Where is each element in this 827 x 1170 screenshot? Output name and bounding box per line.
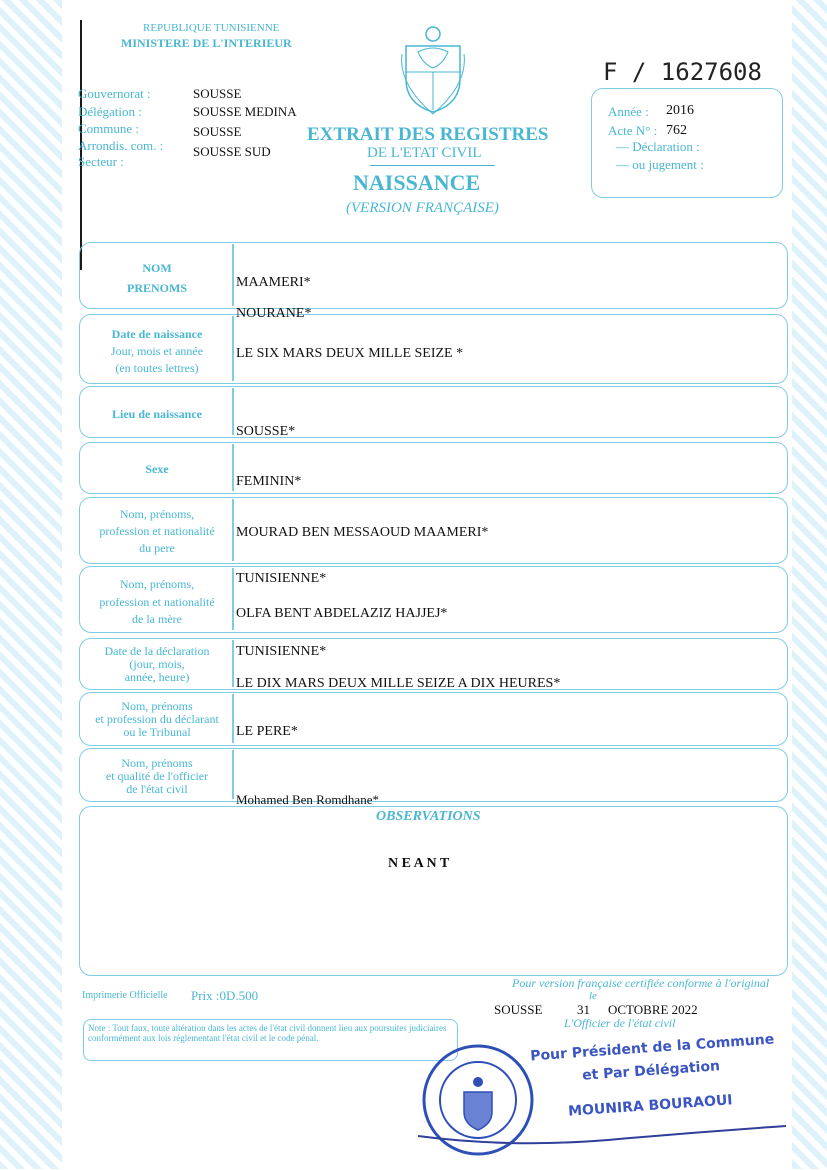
tunisia-coat-of-arms-icon (398, 24, 468, 116)
title-naissance: NAISSANCE (353, 170, 481, 195)
label-officer-3: de l'état civil (126, 782, 188, 796)
issue-month-year: OCTOBRE 2022 (608, 1002, 698, 1017)
republic-heading: REPUBLIQUE TUNISIENNE (143, 22, 280, 34)
label-decl-1: Date de la déclaration (104, 644, 210, 658)
title-underline (370, 165, 495, 166)
stamp-line-2: et Par Délégation (581, 1058, 721, 1084)
value-father: MOURAD BEN MESSAOUD MAAMERI* (236, 525, 489, 540)
issue-place: SOUSSE (494, 1002, 543, 1017)
title-etat-civil: DE L'ETAT CIVIL (367, 145, 482, 161)
label-father-3: du pere (139, 541, 175, 555)
value-mother-nationality: TUNISIENNE* (236, 644, 327, 659)
value-declarant: LE PERE* (236, 724, 298, 739)
label-dob-1: Date de naissance (111, 327, 203, 341)
row-observations (79, 806, 788, 976)
value-pob: SOUSSE* (236, 424, 296, 439)
commune-label: Commune : (78, 121, 140, 136)
printer-name: Imprimerie Officielle (82, 990, 168, 1001)
commune-value: SOUSSE (193, 124, 242, 139)
label-decl-2: (jour, mois, (129, 657, 185, 671)
label-sex: Sexe (145, 462, 169, 476)
value-sex: FEMININ* (236, 474, 302, 489)
year-value: 2016 (666, 103, 694, 118)
row-name (79, 242, 788, 309)
declaration-label: — Déclaration : (616, 139, 700, 154)
issue-le: le (589, 990, 597, 1002)
value-declaration-date: LE DIX MARS DEUX MILLE SEIZE A DIX HEURES* (236, 676, 561, 691)
stamp-line-1: Pour Président de la Commune (529, 1031, 775, 1065)
label-mother-2: profession et nationalité (99, 595, 215, 609)
governorate-value: SOUSSE (193, 86, 242, 101)
value-prenoms: NOURANE* (236, 306, 312, 321)
year-label: Année : (608, 104, 649, 119)
delegation-label: Délégation : (78, 104, 142, 119)
officer-title: L'Officier de l'état civil (564, 1016, 676, 1030)
label-dob-3: (en toutes lettres) (115, 361, 199, 375)
label-father-1: Nom, prénoms, (119, 507, 195, 521)
signature-stroke-icon (418, 1118, 790, 1148)
label-mother-1: Nom, prénoms, (119, 577, 195, 591)
legal-note: Note : Tout faux, toute altération dans les actes de l'état civil donnent lieu aux poursuites judiciaires conformément aux lois réglementant l'état civil et le code pénal. (88, 1023, 447, 1043)
certified-note: Pour version française certifiée conforme à l'original (512, 976, 770, 990)
label-prenoms: PRENOMS (127, 281, 187, 295)
label-father-2: profession et nationalité (99, 524, 215, 538)
label-officer-1: Nom, prénoms (121, 756, 193, 770)
delegation-value: SOUSSE MEDINA (193, 104, 297, 119)
label-declarant-1: Nom, prénoms (121, 699, 193, 713)
act-number-value: 762 (666, 123, 687, 138)
observations-heading: OBSERVATIONS (376, 809, 481, 824)
decorative-border-left (0, 0, 70, 1169)
ministry-heading: MINISTERE DE L'INTERIEUR (121, 36, 292, 50)
label-mother-3: de la mère (132, 612, 182, 626)
act-number-label: Acte N° : (608, 123, 658, 138)
value-nom: MAAMERI* (236, 275, 311, 290)
serial-number: F / 1627608 (603, 58, 762, 86)
label-officer-2: et qualité de l'officier (105, 769, 209, 783)
label-pob: Lieu de naissance (111, 407, 202, 421)
label-nom: NOM (142, 261, 172, 275)
label-dob-2: Jour, mois et année (110, 344, 204, 358)
issue-day: 31 (577, 1002, 590, 1017)
title-version: (VERSION FRANÇAISE) (346, 200, 499, 216)
label-decl-3: année, heure) (124, 670, 190, 684)
stamp-name: MOUNIRA BOURAOUI (567, 1092, 734, 1120)
value-mother: OLFA BENT ABDELAZIZ HAJJEJ* (236, 606, 448, 621)
title-extrait: EXTRAIT DES REGISTRES (307, 124, 549, 145)
value-father-nationality: TUNISIENNE* (236, 571, 327, 586)
price: Prix :0D.500 (191, 988, 259, 1003)
value-dob: LE SIX MARS DEUX MILLE SEIZE * (236, 346, 464, 361)
label-declarant-3: ou le Tribunal (123, 725, 191, 739)
value-officer: Mohamed Ben Romdhane* (236, 792, 379, 807)
label-declarant-2: et profession du déclarant (95, 712, 219, 726)
arrondissement-label: Arrondis. com. : (78, 138, 164, 153)
governorate-label: Gouvernorat : (78, 86, 151, 101)
judgement-label: — ou jugement : (616, 157, 704, 172)
arrondissement-value: SOUSSE SUD (193, 144, 271, 159)
sector-label: Secteur : (78, 154, 124, 169)
observations-value: N E A N T (388, 856, 450, 871)
